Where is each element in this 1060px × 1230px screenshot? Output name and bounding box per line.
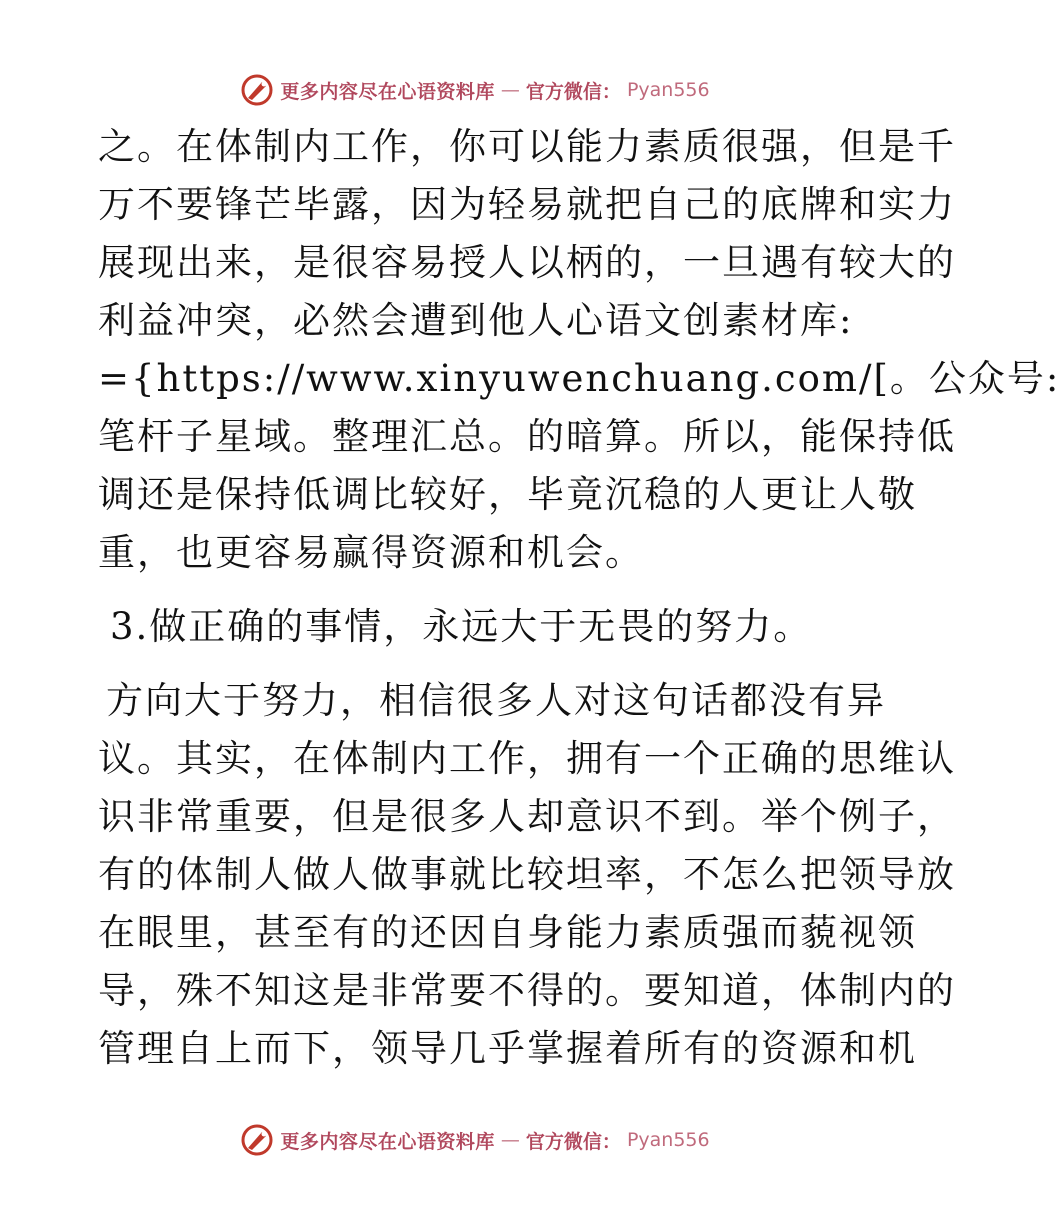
body-line: 调还是保持低调比较好，毕竟沉稳的人更让人敬	[98, 473, 917, 516]
header-banner-dash: —	[500, 79, 520, 101]
header-banner-text: 更多内容尽在心语资料库	[280, 80, 495, 103]
header-wechat-label: 官方微信：	[525, 80, 621, 103]
pen-nib-logo-icon	[240, 73, 274, 107]
body-line: 识非常重要，但是很多人却意识不到。举个例子，	[98, 795, 956, 838]
body-line: 有的体制人做人做事就比较坦率，不怎么把领导放	[98, 853, 956, 896]
header-wechat-id: Pyan556	[626, 79, 710, 101]
body-line: 利益冲突，必然会遭到他人心语文创素材库:	[98, 299, 854, 342]
footer-wechat-id: Pyan556	[626, 1129, 710, 1151]
body-line-url: ={https://www.xinyuwenchuang.com/[。公众号:	[98, 357, 1060, 400]
body-line: 笔杆子星域。整理汇总。的暗算。所以，能保持低	[98, 415, 956, 458]
body-line: 重，也更容易赢得资源和机会。	[98, 531, 644, 574]
footer-wechat-label: 官方微信：	[525, 1130, 621, 1153]
body-line: 导，殊不知这是非常要不得的。要知道，体制内的	[98, 969, 956, 1012]
header-banner	[0, 70, 950, 110]
section-heading: 3.做正确的事情，永远大于无畏的努力。	[110, 605, 813, 648]
body-line: 在眼里，甚至有的还因自身能力素质强而藐视领	[98, 911, 917, 954]
footer-banner-dash: —	[500, 1129, 520, 1151]
body-line: 方向大于努力，相信很多人对这句话都没有异	[106, 679, 886, 722]
footer-banner	[0, 1120, 950, 1160]
footer-banner-text: 更多内容尽在心语资料库	[280, 1130, 495, 1153]
body-line: 管理自上而下，领导几乎掌握着所有的资源和机	[98, 1027, 917, 1070]
document-body	[98, 118, 1060, 1078]
body-line: 之。在体制内工作，你可以能力素质很强，但是千	[98, 125, 956, 168]
body-line: 万不要锋芒毕露，因为轻易就把自己的底牌和实力	[98, 183, 956, 226]
body-line: 议。其实，在体制内工作，拥有一个正确的思维认	[98, 737, 956, 780]
body-line: 展现出来，是很容易授人以柄的，一旦遇有较大的	[98, 241, 956, 284]
pen-nib-logo-icon	[240, 1123, 274, 1157]
